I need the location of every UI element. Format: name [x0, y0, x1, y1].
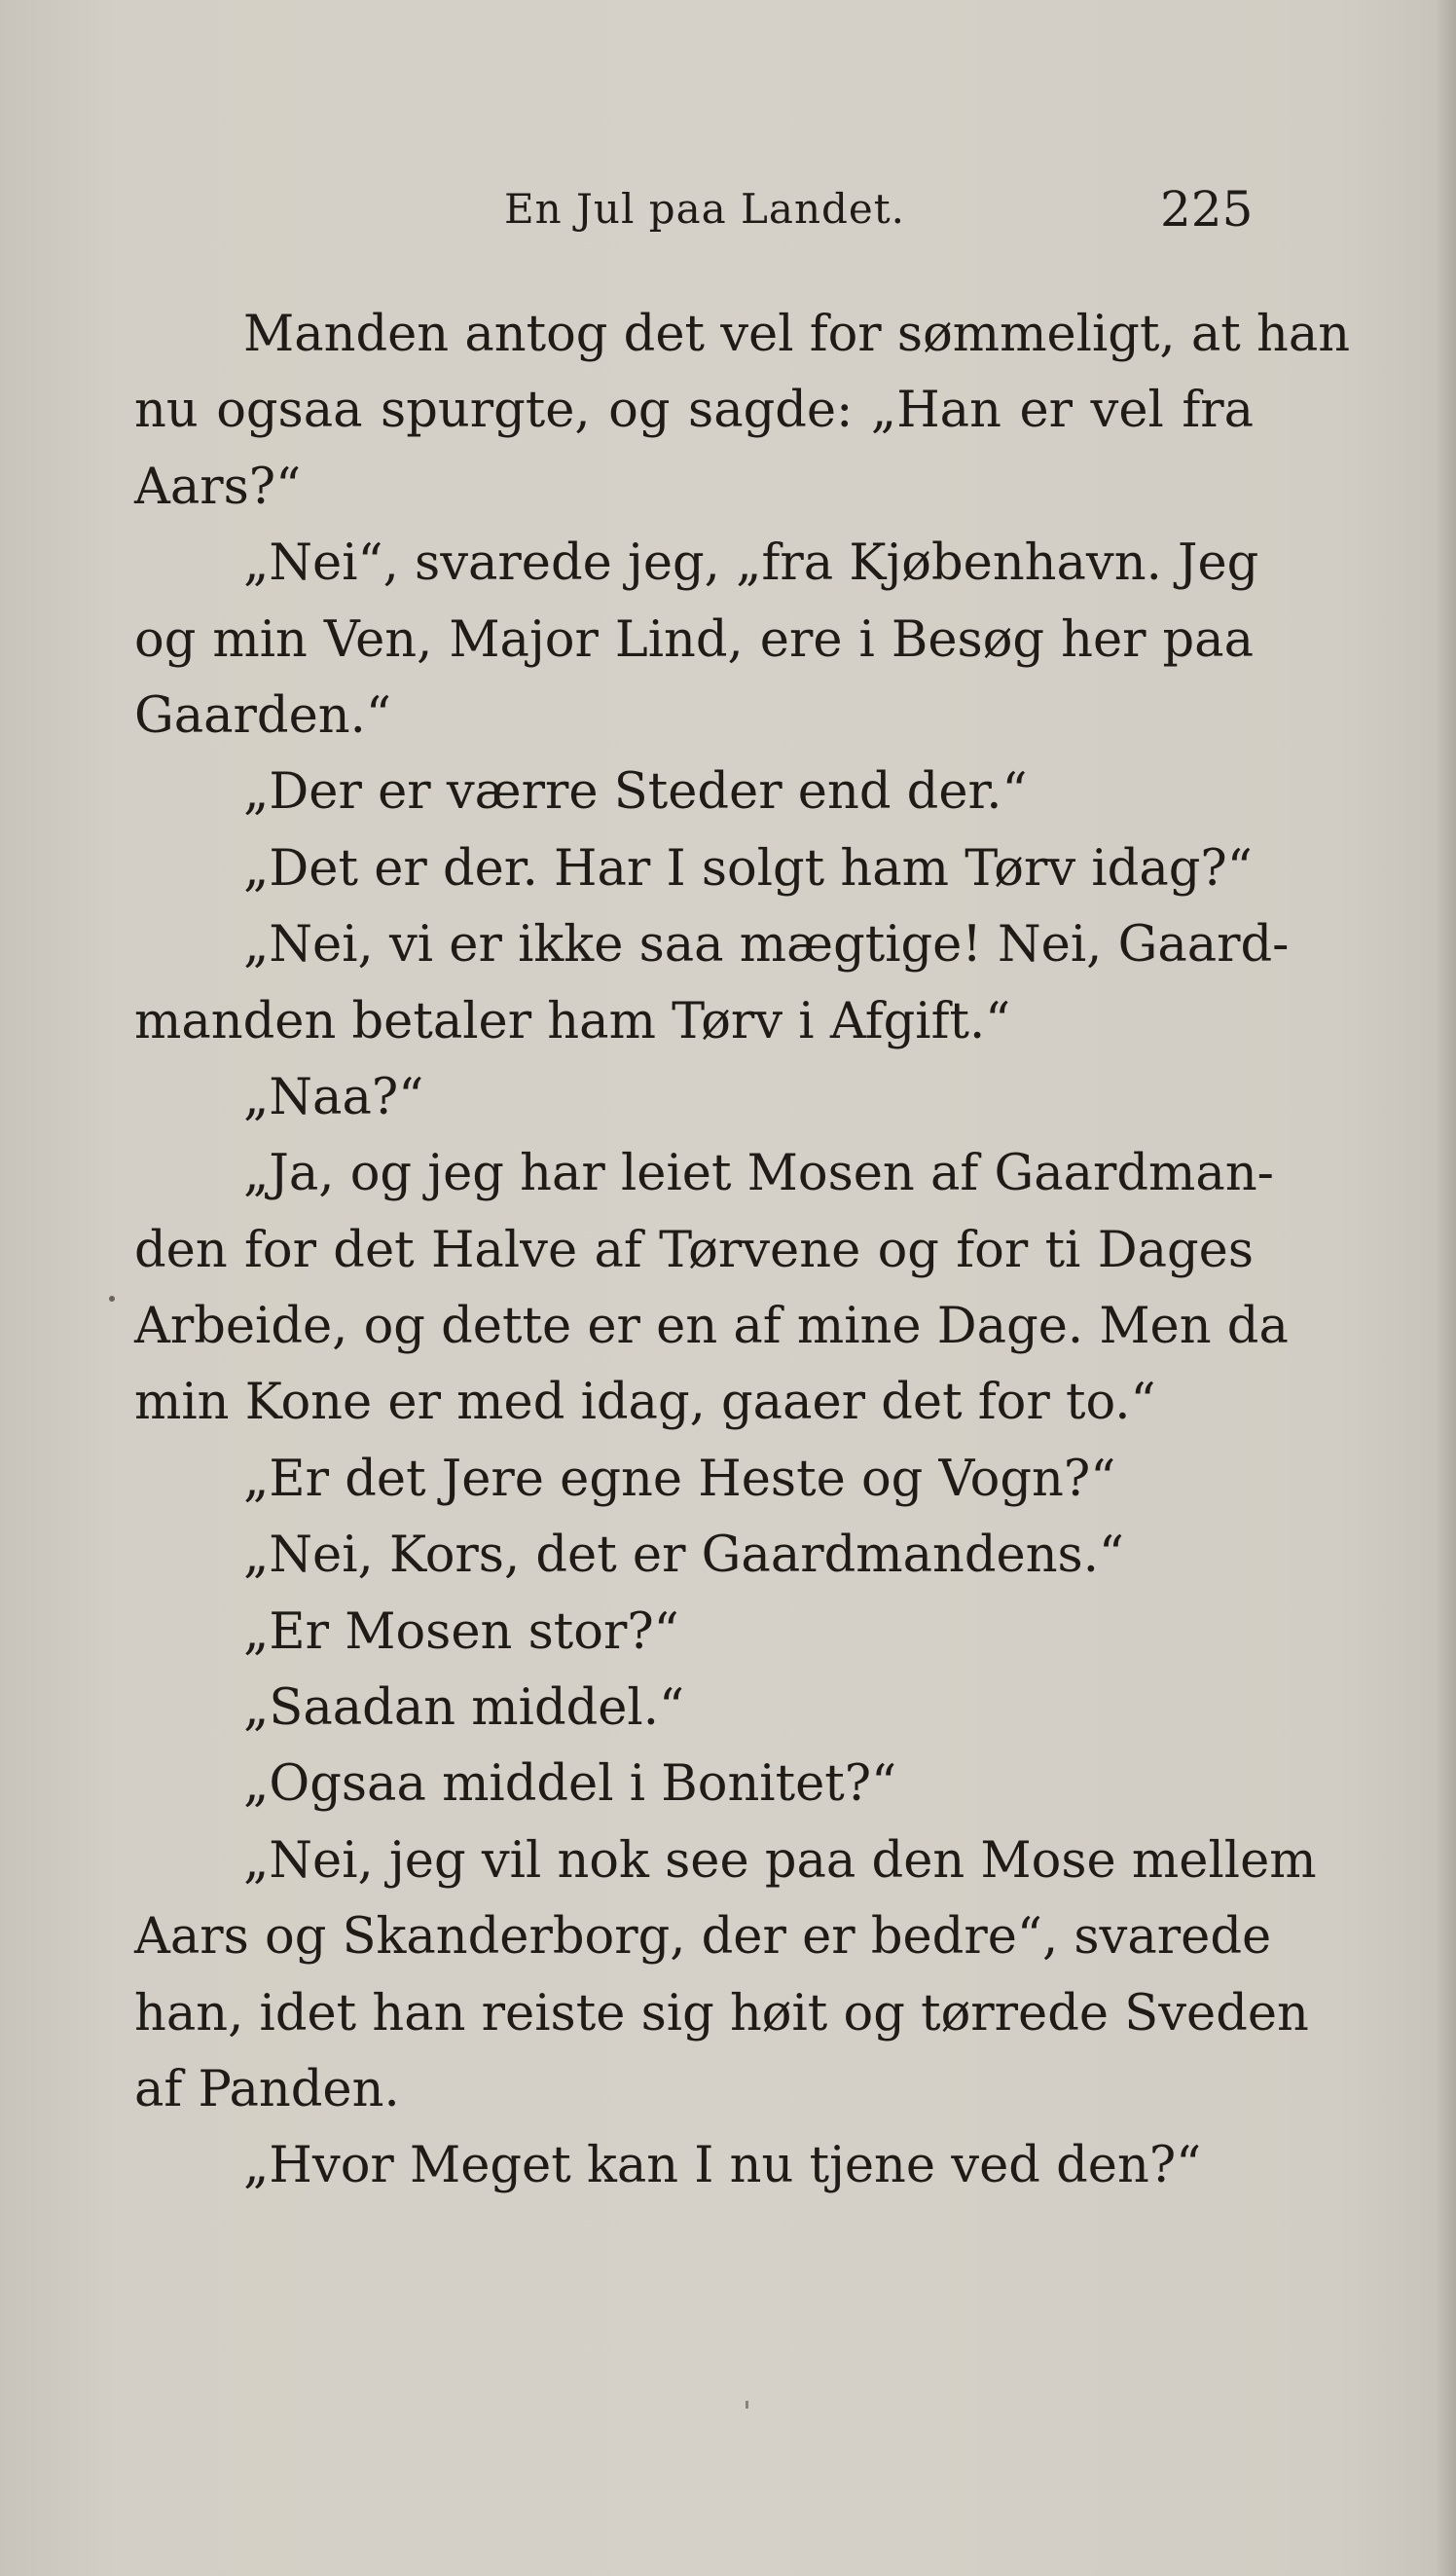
text-line: „Saadan middel.“: [243, 1679, 685, 1738]
text-line: „Nei, vi er ikke saa mægtige! Nei, Gaard-: [243, 916, 1290, 975]
text-line: Gaarden.“: [134, 686, 391, 745]
text-line: „Ogsaa middel i Bonitet?“: [243, 1755, 897, 1814]
text-line: Aars?“: [134, 458, 302, 516]
text-line: „Er Mosen stor?“: [243, 1602, 679, 1661]
text-line: manden betaler ham Tørv i Afgift.“: [134, 992, 1011, 1050]
text-line: „Ja, og jeg har leiet Mosen af Gaardman-: [243, 1145, 1274, 1203]
text-line: „Naa?“: [243, 1068, 424, 1126]
text-line: og min Ven, Major Lind, ere i Besøg her paa: [134, 610, 1254, 669]
text-line: „Der er værre Steder end der.“: [243, 763, 1028, 822]
running-header: [0, 181, 1456, 253]
text-line: min Kone er med idag, gaaer det for to.“: [134, 1374, 1156, 1432]
text-line: „Nei, Kors, det er Gaardmandens.“: [243, 1527, 1125, 1585]
text-line: „Er det Jere egne Heste og Vogn?“: [243, 1450, 1116, 1508]
text-line: nu ogsaa spurgte, og sagde: „Han er vel fra: [134, 382, 1254, 440]
text-line: Arbeide, og dette er en af mine Dage. Men da: [134, 1298, 1289, 1356]
text-line: „Nei“, svarede jeg, „fra Kjøbenhavn. Jeg: [243, 534, 1259, 593]
page-edge-shadow: [1435, 0, 1456, 2576]
text-line: Aars og Skanderborg, der er bedre“, svarede: [134, 1908, 1272, 1967]
body-text: [134, 297, 1351, 2205]
paper-mark: [746, 2401, 748, 2409]
text-line: den for det Halve af Tørvene og for ti Dages: [134, 1221, 1254, 1279]
text-line: Manden antog det vel for sømmeligt, at han: [243, 306, 1351, 363]
text-line: „Det er der. Har I solgt ham Tørv idag?“: [243, 839, 1253, 898]
text-line: „Hvor Meget kan I nu tjene ved den?“: [243, 2137, 1202, 2195]
text-line: af Panden.: [134, 2060, 400, 2118]
running-title: En Jul paa Landet.: [504, 185, 905, 233]
margin-speck: [109, 1296, 115, 1302]
text-line: „Nei, jeg vil nok see paa den Mose mellem: [243, 1831, 1317, 1890]
text-line: han, idet han reiste sig høit og tørrede Sveden: [134, 1984, 1309, 2042]
page-number: 225: [1160, 181, 1254, 238]
